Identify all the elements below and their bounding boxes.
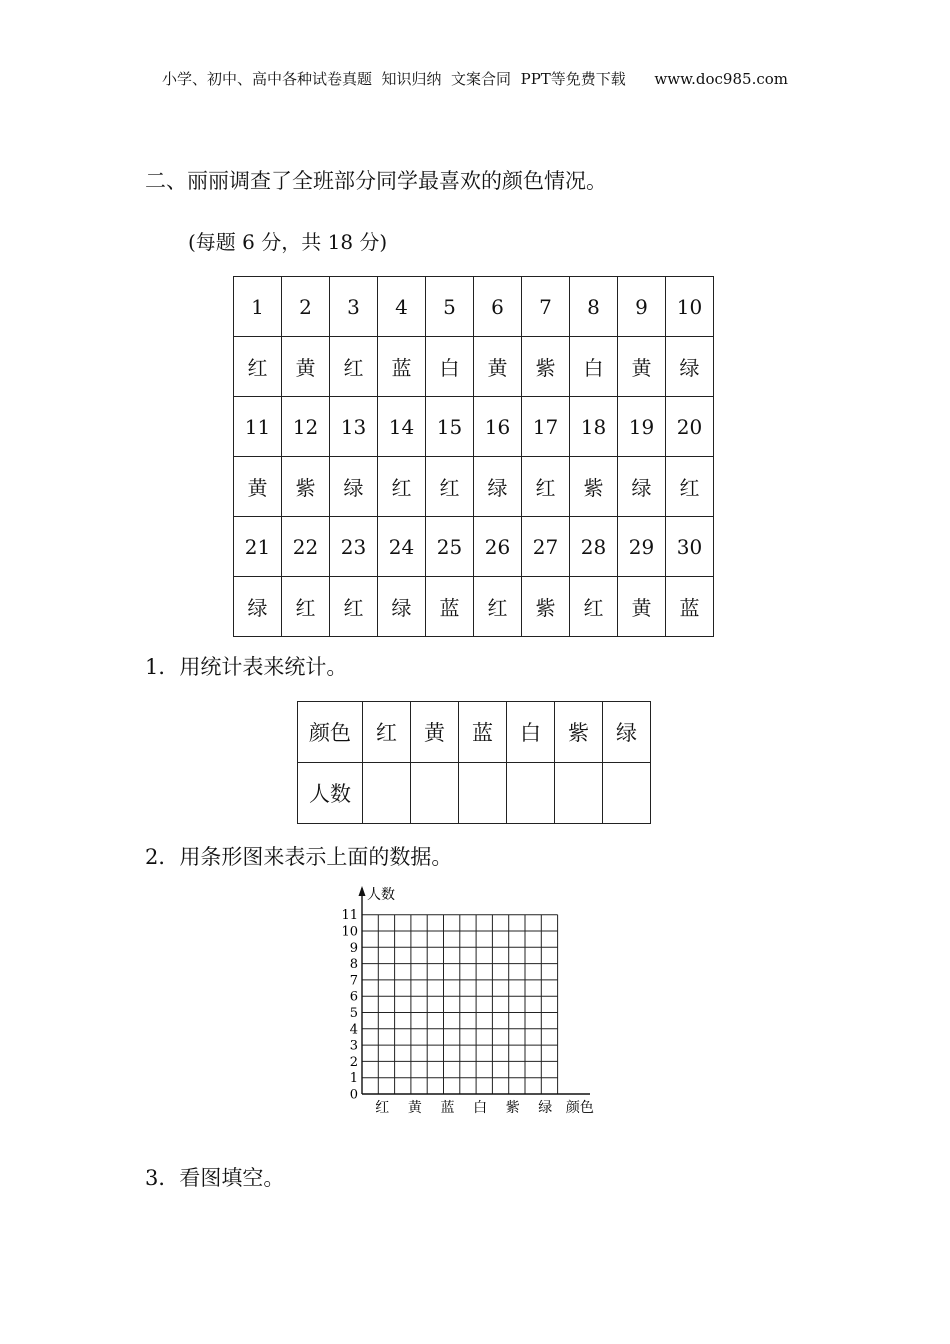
stats-count-cell[interactable] [411,763,459,824]
survey-cell: 紫 [522,577,570,637]
survey-cell: 红 [522,457,570,517]
survey-cell: 9 [618,277,666,337]
x-axis-label: 颜色 [565,1100,594,1116]
survey-cell: 11 [234,397,282,457]
part1-label: 1．用统计表来统计。 [145,655,348,679]
survey-cell: 13 [330,397,378,457]
stats-header-color: 白 [507,702,555,763]
survey-cell: 绿 [474,457,522,517]
stats-count-cell[interactable] [459,763,507,824]
part3-label: 3．看图填空。 [145,1166,285,1190]
survey-cell: 红 [234,337,282,397]
survey-cell: 5 [426,277,474,337]
y-axis-arrow [359,886,366,896]
y-tick-label: 2 [349,1054,358,1070]
survey-cell: 19 [618,397,666,457]
stats-header-label: 颜色 [298,702,363,763]
survey-cell: 红 [378,457,426,517]
survey-cell: 黄 [474,337,522,397]
survey-cell: 紫 [570,457,618,517]
survey-cell: 12 [282,397,330,457]
y-tick-label: 10 [341,924,358,940]
survey-cell: 15 [426,397,474,457]
survey-cell: 6 [474,277,522,337]
y-tick-label: 3 [349,1038,358,1054]
survey-cell: 黄 [234,457,282,517]
survey-cell: 28 [570,517,618,577]
survey-cell: 27 [522,517,570,577]
survey-number-row [234,277,714,337]
survey-cell: 14 [378,397,426,457]
survey-cell: 绿 [666,337,714,397]
survey-cell: 紫 [282,457,330,517]
x-category-label: 白 [473,1100,488,1116]
survey-color-row [234,457,714,517]
survey-cell: 7 [522,277,570,337]
survey-number-row [234,517,714,577]
x-category-label: 红 [375,1100,390,1116]
y-tick-label: 5 [349,1006,358,1021]
survey-table [233,276,714,637]
survey-cell: 24 [378,517,426,577]
survey-cell: 29 [618,517,666,577]
x-category-label: 黄 [407,1100,422,1116]
survey-cell: 红 [666,457,714,517]
score-note: (每题 6 分，共 18 分) [188,230,388,254]
y-tick-label: 6 [349,989,358,1005]
survey-cell: 红 [570,577,618,637]
stats-header-color: 红 [363,702,411,763]
survey-color-row [234,577,714,637]
survey-cell: 17 [522,397,570,457]
survey-cell: 23 [330,517,378,577]
survey-cell: 白 [570,337,618,397]
survey-cell: 红 [474,577,522,637]
survey-cell: 红 [330,577,378,637]
page-header: 小学、初中、高中各种试卷真题 知识归纳 文案合同 PPT等免费下载 www.doc985.com [161,70,788,88]
survey-color-row [234,337,714,397]
stats-header-color: 绿 [603,702,651,763]
survey-cell: 蓝 [378,337,426,397]
survey-cell: 16 [474,397,522,457]
survey-cell: 红 [282,577,330,637]
y-tick-label: 0 [349,1087,358,1103]
survey-cell: 4 [378,277,426,337]
stats-header-color: 蓝 [459,702,507,763]
survey-cell: 22 [282,517,330,577]
y-tick-label: 4 [349,1022,358,1038]
x-category-label: 绿 [538,1100,553,1116]
stats-row-label: 人数 [298,763,363,824]
x-category-label: 蓝 [440,1100,455,1116]
stats-count-cell[interactable] [363,763,411,824]
y-tick-label: 11 [341,908,358,924]
survey-cell: 绿 [234,577,282,637]
survey-cell: 10 [666,277,714,337]
survey-cell: 26 [474,517,522,577]
y-tick-label: 1 [349,1071,358,1087]
stats-count-cell[interactable] [603,763,651,824]
stats-header-color: 黄 [411,702,459,763]
survey-cell: 1 [234,277,282,337]
survey-cell: 红 [426,457,474,517]
survey-cell: 21 [234,517,282,577]
part2-label: 2．用条形图来表示上面的数据。 [145,845,453,869]
survey-cell: 30 [666,517,714,577]
x-category-label: 紫 [505,1100,520,1116]
survey-cell: 黄 [618,577,666,637]
survey-cell: 3 [330,277,378,337]
survey-cell: 蓝 [666,577,714,637]
survey-cell: 绿 [330,457,378,517]
survey-number-row [234,397,714,457]
bar-chart-grid [330,880,610,1120]
y-tick-label: 8 [349,957,358,973]
survey-cell: 黄 [618,337,666,397]
survey-cell: 25 [426,517,474,577]
stats-count-cell[interactable] [555,763,603,824]
survey-cell: 8 [570,277,618,337]
question-title: 二、丽丽调查了全班部分同学最喜欢的颜色情况。 [145,169,607,193]
stats-table [297,701,651,824]
survey-cell: 白 [426,337,474,397]
survey-cell: 20 [666,397,714,457]
survey-cell: 蓝 [426,577,474,637]
survey-cell: 2 [282,277,330,337]
survey-cell: 黄 [282,337,330,397]
survey-cell: 18 [570,397,618,457]
survey-cell: 紫 [522,337,570,397]
survey-cell: 绿 [378,577,426,637]
y-tick-label: 9 [349,940,358,956]
survey-cell: 绿 [618,457,666,517]
stats-count-cell[interactable] [507,763,555,824]
stats-header-color: 紫 [555,702,603,763]
survey-cell: 红 [330,337,378,397]
y-tick-label: 7 [349,973,358,989]
y-axis-label: 人数 [367,887,395,903]
